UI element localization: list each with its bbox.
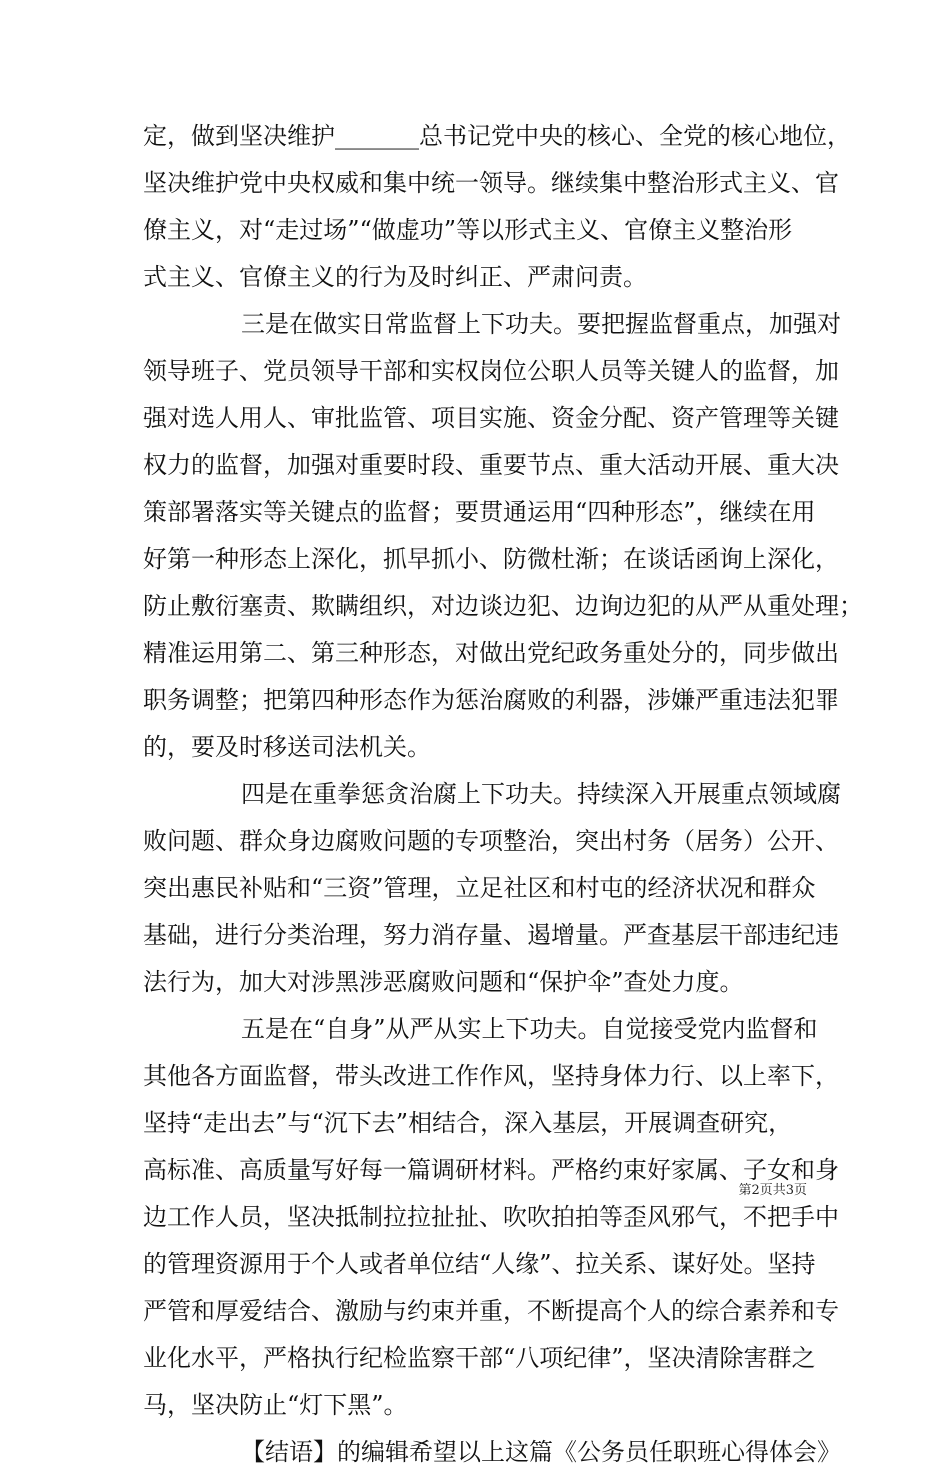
text-line: 法行为，加大对涉黑涉恶腐败问题和“保护伞”查处力度。	[143, 968, 744, 996]
text-line: 严管和厚爱结合、激励与约束并重，不断提高个人的综合素养和专	[143, 1297, 839, 1325]
text-line: 领导班子、党员领导干部和实权岗位公职人员等关键人的监督，加	[143, 357, 839, 385]
text-line: 其他各方面监督，带头改进工作作风，坚持身体力行、以上率下，	[143, 1062, 839, 1090]
text-line: 职务调整；把第四种形态作为惩治腐败的利器，涉嫌严重违法犯罪	[143, 686, 839, 714]
text-line: 好第一种形态上深化，抓早抓小、防微杜渐；在谈话函询上深化，	[143, 545, 839, 573]
text-line: 基础，进行分类治理，努力消存量、遏增量。严查基层干部违纪违	[143, 921, 839, 949]
page-number: 第2页共3页	[738, 1183, 807, 1198]
text-line: 坚持“走出去”与“沉下去”相结合，深入基层，开展调查研究，	[143, 1109, 793, 1137]
text-line: 马，坚决防止“灯下黑”。	[143, 1391, 408, 1419]
text-line: 定，做到坚决维护_______总书记党中央的核心、全党的核心地位，	[143, 122, 851, 150]
paragraph-start-line: 四是在重拳惩贪治腐上下功夫。持续深入开展重点领域腐	[241, 780, 841, 808]
text-line: 强对选人用人、审批监管、项目实施、资金分配、资产管理等关键	[143, 404, 839, 432]
paragraph-start-line: 五是在“自身”从严从实上下功夫。自觉接受党内监督和	[241, 1015, 818, 1043]
text-line: 僚主义，对“走过场”“做虚功”等以形式主义、官僚主义整治形	[143, 216, 793, 244]
text-line: 边工作人员，坚决抵制拉拉扯扯、吹吹拍拍等歪风邪气，不把手中	[143, 1203, 839, 1231]
text-line: 的管理资源用于个人或者单位结“人缘”、拉关系、谋好处。坚持	[143, 1250, 816, 1278]
text-line: 精准运用第二、第三种形态，对做出党纪政务重处分的，同步做出	[143, 639, 839, 667]
text-line: 败问题、群众身边腐败问题的专项整治，突出村务（居务）公开、	[143, 827, 839, 855]
text-line: 坚决维护党中央权威和集中统一领导。继续集中整治形式主义、官	[143, 169, 839, 197]
text-line: 式主义、官僚主义的行为及时纠正、严肃问责。	[143, 263, 647, 291]
text-line: 业化水平，严格执行纪检监察干部“八项纪律”，坚决清除害群之	[143, 1344, 816, 1372]
text-line: 防止敷衍塞责、欺瞒组织，对边谈边犯、边询边犯的从严从重处理；	[143, 592, 863, 620]
document-body	[143, 113, 863, 1476]
text-line: 突出惠民补贴和“三资”管理，立足社区和村屯的经济状况和群众	[143, 874, 816, 902]
text-line: 策部署落实等关键点的监督；要贯通运用“四种形态”，继续在用	[143, 498, 816, 526]
text-line: 的，要及时移送司法机关。	[143, 733, 431, 761]
text-line: 权力的监督，加强对重要时段、重要节点、重大活动开展、重大决	[143, 451, 839, 479]
closing-line: 【结语】的编辑希望以上这篇《公务员任职班心得体会》	[241, 1438, 841, 1466]
text-line: 高标准、高质量写好每一篇调研材料。严格约束好家属、子女和身	[143, 1156, 839, 1184]
paragraph-start-line: 三是在做实日常监督上下功夫。要把握监督重点，加强对	[241, 310, 841, 338]
